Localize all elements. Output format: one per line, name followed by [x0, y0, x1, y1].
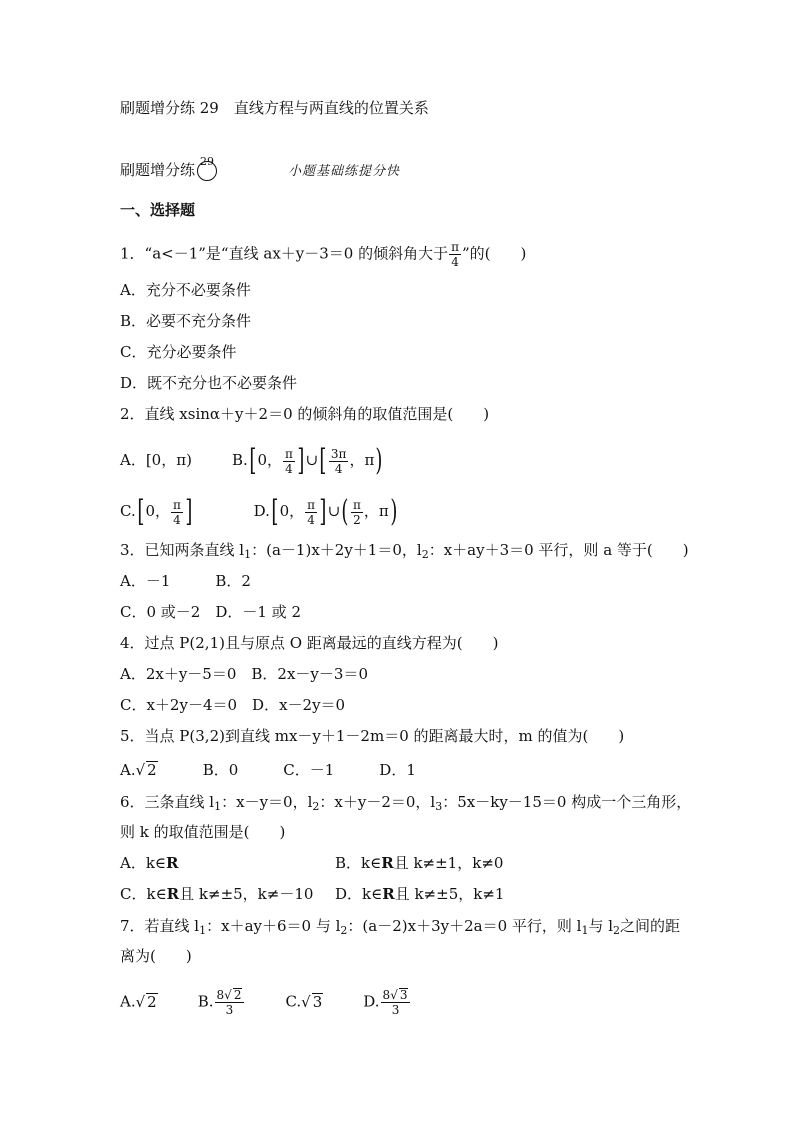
q2-b-frac	[283, 447, 295, 476]
q4-options-ab: A．2x＋y－5＝0 B．2x－y－3＝0	[120, 665, 368, 683]
q7-d-rad: 3	[399, 988, 408, 1002]
q6-stem-line2: 则 k 的取值范围是( )	[120, 823, 286, 841]
q2-c-frac-num: π	[172, 497, 181, 512]
q2-b-frac-num: π	[285, 446, 293, 461]
section-brand	[120, 155, 217, 181]
q2-option-a: A．[0，π)	[120, 451, 192, 469]
q2-options-cd	[120, 494, 399, 529]
sqrt-icon: √	[301, 992, 311, 1011]
paren-left-icon: (	[341, 494, 349, 529]
q5-option-a-label: A.	[120, 761, 136, 779]
sqrt-icon: √	[224, 988, 232, 1002]
q3-sub1: 1	[244, 548, 252, 561]
question-5-stem: 5．当点 P(3,2)到直线 mx－y＋1－2m＝0 的距离最大时，m 的值为( )	[120, 727, 625, 745]
bracket-right-icon: ]	[319, 494, 327, 529]
q5-a-radicand: 2	[147, 761, 157, 779]
q1-frac-num: π	[451, 240, 459, 254]
q7-a-rad: 2	[147, 992, 157, 1011]
q2-d-frac2-den: 2	[353, 512, 361, 527]
q2-b-frac2-num: 3π	[330, 446, 347, 461]
q3-text-b: ：(a－1)x＋2y＋1＝0，l	[251, 541, 422, 559]
q5-options-rest: B．0 C．－1 D．1	[157, 761, 416, 779]
q7-options	[120, 988, 411, 1017]
q2-b-pi-end: ，π	[349, 451, 375, 469]
question-4-stem: 4．过点 P(2,1)且与原点 O 距离最远的直线方程为( )	[120, 634, 499, 652]
q7-sub4: 2	[613, 924, 621, 937]
question-3-stem	[120, 540, 689, 565]
q7-c-rad: 3	[312, 992, 323, 1011]
q2-c-frac	[171, 498, 183, 527]
bracket-left-icon: [	[319, 443, 327, 478]
q7-b-coef: 8	[216, 988, 225, 1002]
q7-sub2: 2	[340, 924, 348, 937]
q6-b-pre: B．k∈	[335, 854, 382, 872]
q6-text-b: ：x－y＝0，l	[221, 793, 313, 811]
q6-c-pre: C．k∈	[120, 885, 167, 903]
q2-b-frac-den: 4	[285, 461, 293, 476]
brand-label: 刷题增分练	[120, 161, 196, 179]
q6-b-r: R	[381, 854, 394, 872]
q7-d-coef: 8	[382, 988, 391, 1002]
q6-d-post: 且 k≠±5，k≠1	[394, 885, 505, 903]
q2-options-ab	[120, 443, 384, 478]
q2-d-pi-end: ，π	[363, 502, 389, 520]
q6-d-pre: D．k∈	[335, 885, 383, 903]
q2-d-frac2	[351, 498, 363, 527]
q2-d-zero: 0，	[279, 502, 305, 520]
q5-options	[120, 760, 416, 780]
q7-c-label: C.	[285, 992, 302, 1011]
q1-option-b: B．必要不充分条件	[120, 312, 252, 330]
q6-option-b	[335, 853, 503, 873]
q1-option-a: A．充分不必要条件	[120, 281, 251, 299]
bracket-left-icon: [	[137, 494, 145, 529]
q2-b-frac2-den: 4	[334, 461, 343, 476]
q2-option-b-label: B.	[231, 451, 248, 469]
q7-d-frac-num	[381, 988, 411, 1003]
sqrt-icon: √	[390, 988, 398, 1002]
q7-b-rad: 2	[233, 988, 242, 1002]
sqrt-icon: √	[135, 992, 146, 1011]
q1-stem-end: ”的( )	[462, 244, 527, 263]
q2-option-d-label: D.	[253, 502, 270, 520]
q6-d-r: R	[382, 885, 395, 903]
q7-sub3: 1	[581, 924, 589, 937]
q7-d-label: D.	[363, 992, 380, 1011]
q2-d-frac	[305, 498, 317, 527]
q7-d-den: 3	[391, 1003, 400, 1017]
q6-sub2: 2	[312, 800, 320, 813]
q6-option-d	[335, 884, 504, 904]
q7-text-a: 7．若直线 l	[120, 917, 200, 935]
q7-b-den: 3	[225, 1003, 234, 1017]
question-7-stem	[120, 916, 680, 941]
question-1-stem	[120, 240, 526, 269]
section-heading: 一、选择题	[120, 201, 196, 219]
bracket-right-icon: ]	[185, 494, 193, 529]
q2-d-frac-den: 4	[307, 512, 315, 527]
q6-text-d: ：5x－ky－15＝0 构成一个三角形，	[442, 793, 692, 811]
q2-d-frac2-num: π	[353, 497, 361, 512]
q7-text-c: ：(a－2)x＋3y＋2a＝0 平行，则 l	[347, 917, 582, 935]
bracket-right-icon: ]	[297, 443, 305, 478]
sqrt-icon: √	[135, 761, 146, 779]
q7-stem-line2: 离为( )	[120, 947, 192, 965]
q7-a-label: A.	[120, 992, 136, 1011]
q2-c-frac-den: 4	[173, 512, 181, 527]
q3-text-c: ：x＋ay＋3＝0 平行，则 a 等于( )	[428, 541, 689, 559]
q3-sub2: 2	[421, 548, 429, 561]
q2-d-frac-num: π	[307, 497, 316, 512]
subtitle: 小题基础练提分快	[288, 164, 401, 179]
q3-options-cd: C．0 或－2 D．－1 或 2	[120, 603, 301, 621]
q2-b-frac2	[329, 447, 349, 476]
q2-b-union: ∪	[305, 451, 319, 469]
q2-option-c-label: C.	[120, 502, 136, 520]
q6-a-r: R	[166, 854, 179, 872]
q1-fraction	[449, 240, 461, 269]
number-badge-icon	[197, 155, 217, 181]
q2-d-union: ∪	[327, 502, 341, 520]
q3-text-a: 3．已知两条直线 l	[120, 541, 245, 559]
bracket-left-icon: [	[271, 494, 279, 529]
q6-text-c: ：x＋y－2＝0，l	[319, 793, 436, 811]
page-title: 刷题增分练 29 直线方程与两直线的位置关系	[120, 99, 429, 117]
q6-option-c	[120, 884, 313, 904]
q7-b-frac	[215, 988, 245, 1017]
question-6-stem	[120, 792, 691, 817]
q7-b-frac-num	[215, 988, 245, 1003]
q7-text-e: 之间的距	[620, 917, 681, 935]
q6-sub1: 1	[214, 800, 222, 813]
question-2-stem: 2．直线 xsinα＋y＋2＝0 的倾斜角的取值范围是( )	[120, 405, 490, 423]
q6-c-r: R	[166, 885, 180, 903]
q2-b-zero: 0，	[257, 451, 283, 469]
q7-text-d: 与 l	[588, 917, 614, 935]
q1-option-c: C．充分必要条件	[120, 343, 237, 361]
q7-b-label: B.	[197, 992, 214, 1011]
paren-right-icon: )	[390, 494, 398, 529]
q2-c-zero: 0，	[145, 502, 170, 520]
q6-a-pre: A．k∈	[120, 854, 167, 872]
q3-options-ab: A．－1 B．2	[120, 572, 251, 590]
paren-right-icon: )	[375, 443, 383, 478]
q1-option-d: D．既不充分也不必要条件	[120, 374, 298, 392]
q1-frac-den: 4	[451, 255, 459, 269]
q6-c-post: 且 k≠±5，k≠－10	[179, 885, 314, 903]
q6-text-a: 6．三条直线 l	[120, 793, 215, 811]
badge-number: 29	[200, 155, 215, 168]
bracket-left-icon: [	[249, 443, 257, 478]
q7-sub1: 1	[199, 924, 207, 937]
q1-stem-text: 1．“a<－1”是“直线 ax＋y－3＝0 的倾斜角大于	[120, 244, 449, 263]
q6-b-post: 且 k≠±1，k≠0	[393, 854, 504, 872]
q7-text-b: ：x＋ay＋6＝0 与 l	[206, 917, 341, 935]
q6-sub3: 3	[435, 800, 443, 813]
q7-d-frac	[381, 988, 411, 1017]
q6-option-a	[120, 853, 179, 873]
q4-options-cd: C．x＋2y－4＝0 D．x－2y＝0	[120, 696, 346, 714]
